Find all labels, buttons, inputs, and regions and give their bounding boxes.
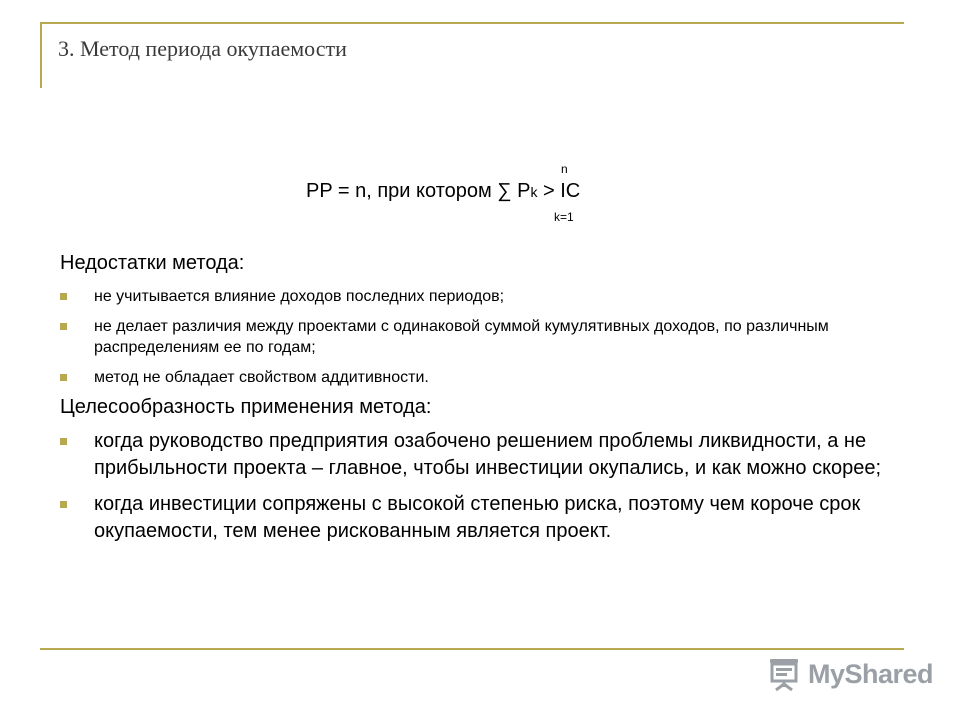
disadvantages-heading: Недостатки метода: (60, 252, 245, 274)
watermark-text: MyShared (808, 658, 934, 689)
disadvantages-list (60, 286, 890, 397)
formula-upper-limit: n (561, 162, 568, 176)
list-item: когда инвестиции сопряжены с высокой степенью риска, поэтому чем короче срок окупаемости, тем менее рискованным является проект. (60, 491, 890, 545)
bullet-icon (60, 438, 67, 445)
applicability-heading: Целесообразность применения метода: (60, 396, 432, 418)
bullet-icon (60, 323, 67, 330)
slide-title: 3. Метод периода окупаемости (58, 36, 347, 61)
formula-main (306, 180, 580, 203)
applicability-list (60, 428, 890, 554)
formula-rhs: > IC (537, 180, 581, 202)
left-divider (40, 22, 42, 88)
list-item: когда руководство предприятия озабочено решением проблемы ликвидности, а не прибыльности проекта – главное, чтобы инвестиции окупались, и как можно скорее; (60, 428, 890, 482)
list-item: не делает различия между проектами с одинаковой суммой кумулятивных доходов, по различным распределениям ее по годам; (60, 316, 890, 358)
formula-lhs: PP = n, при котором ∑ P (306, 180, 531, 202)
watermark-logo (766, 656, 933, 692)
top-divider (40, 22, 904, 24)
bottom-divider (40, 648, 904, 650)
formula-lower-limit: k=1 (554, 210, 574, 224)
list-item: метод не обладает свойством аддитивности. (60, 367, 890, 388)
formula (0, 158, 960, 228)
presentation-screen-icon (766, 656, 802, 692)
list-item: не учитывается влияние доходов последних периодов; (60, 286, 890, 307)
formula-subscript: k (530, 184, 538, 200)
bullet-icon (60, 501, 67, 508)
bullet-icon (60, 374, 67, 381)
bullet-icon (60, 293, 67, 300)
